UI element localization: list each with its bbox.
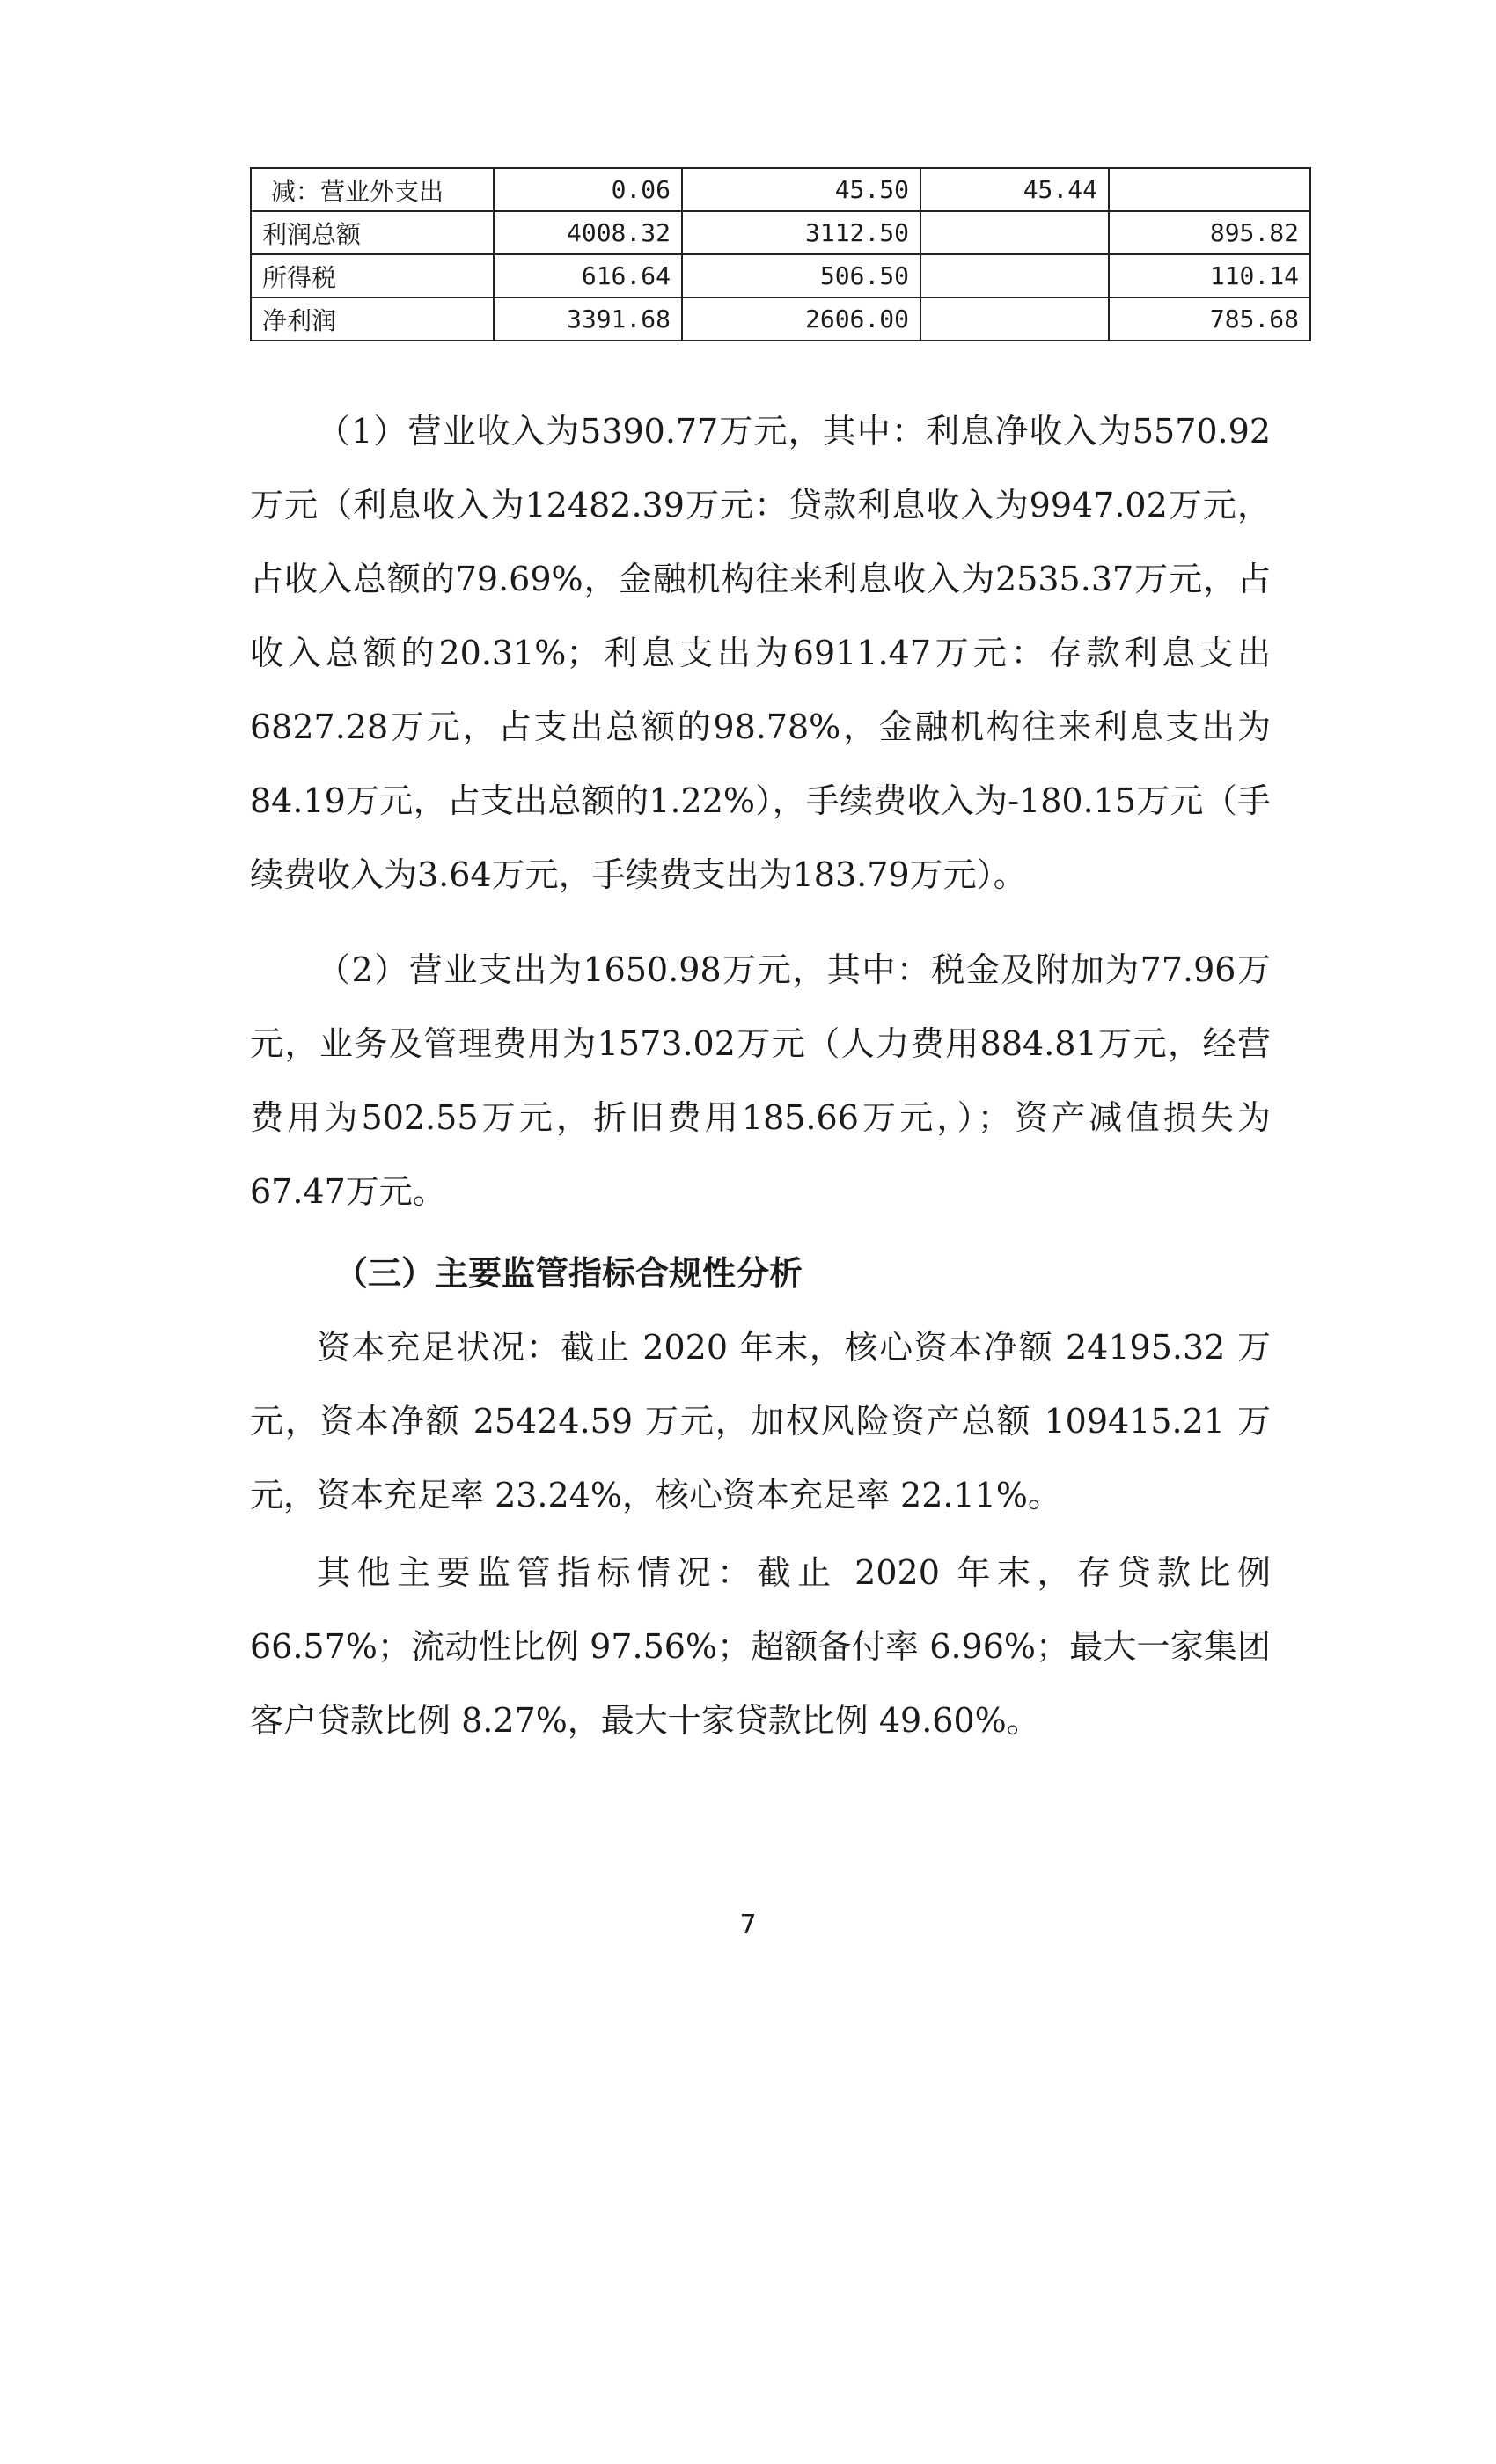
capital-adequacy-paragraph: 资本充足状况：截止 2020 年末，核心资本净额 24195.32 万元，资本净额 25424.59 万元，加权风险资产总额 109415.21 万元，资本充足率 23.24%，核心资本充足率 22.11%。 xyxy=(250,1328,1271,1514)
table-row xyxy=(251,168,1310,211)
table-cell: 3391.68 xyxy=(494,297,682,341)
table-cell xyxy=(920,297,1109,341)
table-cell: 895.82 xyxy=(1109,211,1310,254)
table-cell: 45.50 xyxy=(682,168,920,211)
section-heading: （三）主要监管指标合规性分析 xyxy=(334,1254,803,1293)
table-cell xyxy=(1109,168,1310,211)
operating-expense-paragraph: （2）营业支出为1650.98万元，其中：税金及附加为77.96万元，业务及管理费用为1573.02万元（人力费用884.81万元，经营费用为502.55万元，折旧费用185.66万元，）；资产减值损失为67.47万元。 xyxy=(250,950,1271,1211)
table-cell: 785.68 xyxy=(1109,297,1310,341)
table-cell: 3112.50 xyxy=(682,211,920,254)
row-label: 所得税 xyxy=(251,254,494,297)
table-cell: 2606.00 xyxy=(682,297,920,341)
table-row xyxy=(251,297,1310,341)
table-cell: 506.50 xyxy=(682,254,920,297)
table-cell: 0.06 xyxy=(494,168,682,211)
table-row xyxy=(251,211,1310,254)
table-cell: 45.44 xyxy=(920,168,1109,211)
table-row xyxy=(251,254,1310,297)
table-cell: 4008.32 xyxy=(494,211,682,254)
row-label: 利润总额 xyxy=(251,211,494,254)
operating-income-paragraph: （1）营业收入为5390.77万元，其中：利息净收入为5570.92万元（利息收入为12482.39万元：贷款利息收入为9947.02万元，占收入总额的79.69%，金融机构往来利息收入为2535.37万元，占收入总额的20.31%；利息支出为6911.47万元：存款利息支出6827.28万元，占支出总额的98.78%，金融机构往来利息支出为84.19万元，占支出总额的1.22%），手续费收入为-180.15万元（手续费收入为3.64万元，手续费支出为183.79万元）。 xyxy=(250,412,1271,894)
table-cell xyxy=(920,211,1109,254)
table-cell: 110.14 xyxy=(1109,254,1310,297)
row-label: 减：营业外支出 xyxy=(251,168,494,211)
table-cell: 616.64 xyxy=(494,254,682,297)
row-label: 净利润 xyxy=(251,297,494,341)
regulatory-indicators-paragraph: 其他主要监管指标情况：截止 2020 年末，存贷款比例 66.57%；流动性比例 97.56%；超额备付率 6.96%；最大一家集团客户贷款比例 8.27%，最大十家贷款比例 49.60%。 xyxy=(250,1553,1271,1740)
profit-table xyxy=(250,167,1311,341)
table-cell xyxy=(920,254,1109,297)
page-number: 7 xyxy=(739,1910,757,1940)
